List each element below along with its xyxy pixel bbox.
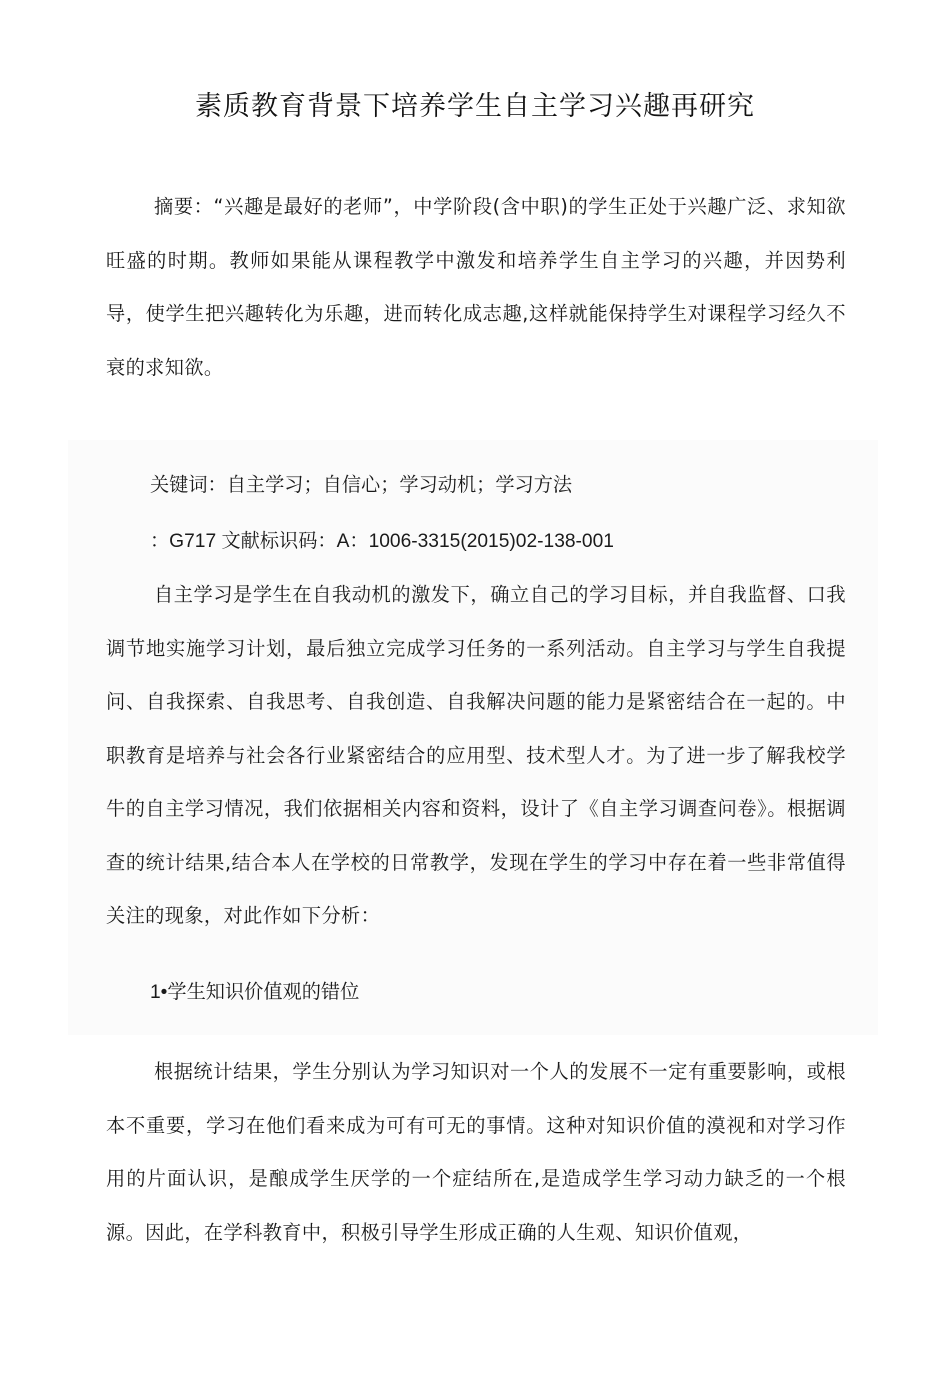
- document-title: 素质教育背景下培养学生自主学习兴趣再研究: [195, 91, 755, 122]
- classification-line: ：G717 文献标识码：A：1006-3315(2015)02-138-001: [150, 531, 614, 552]
- abstract-paragraph: 摘要：“兴趣是最好的老师”，中学阶段(含中职)的学生正处于兴趣广泛、求知欲旺盛的时期。教师如果能从课程教学中激发和培养学生自主学习的兴趣，并因势利导，使学生把兴趣转化为乐趣，进而转化成志趣,这样就能保持学生对课程学习经久不衰的求知欲。: [106, 195, 846, 379]
- keywords-line: 关键词：自主学习；自信心；学习动机；学习方法: [150, 473, 573, 496]
- section-1-heading: 1•学生知识价值观的错位: [150, 982, 360, 1003]
- intro-paragraph: 自主学习是学生在自我动机的激发下，确立自己的学习目标，并自我监督、口我调节地实施学习计划，最后独立完成学习任务的一系列活动。自主学习与学生自我提问、自我探索、自我思考、自我创造、自我解决问题的能力是紧密结合在一起的。中职教育是培养与社会各行业紧密结合的应用型、技术型人才。为了进一步了解我校学牛的自主学习情况，我们依据相关内容和资料，设计了《自主学习调查问卷》。根据调查的统计结果,结合本人在学校的日常教学，发现在学生的学习中存在着一些非常值得关注的现象，对此作如下分析：: [106, 583, 846, 927]
- section-1-paragraph: 根据统计结果，学生分别认为学习知识对一个人的发展不一定有重要影响，或根本不重要，学习在他们看来成为可有可无的事情。这种对知识价值的漠视和对学习作用的片面认识，是酿成学生厌学的一个症结所在,是造成学生学习动力缺乏的一个根源。因此，在学科教育中，积极引导学生形成正确的人生观、知识价值观，: [106, 1060, 846, 1244]
